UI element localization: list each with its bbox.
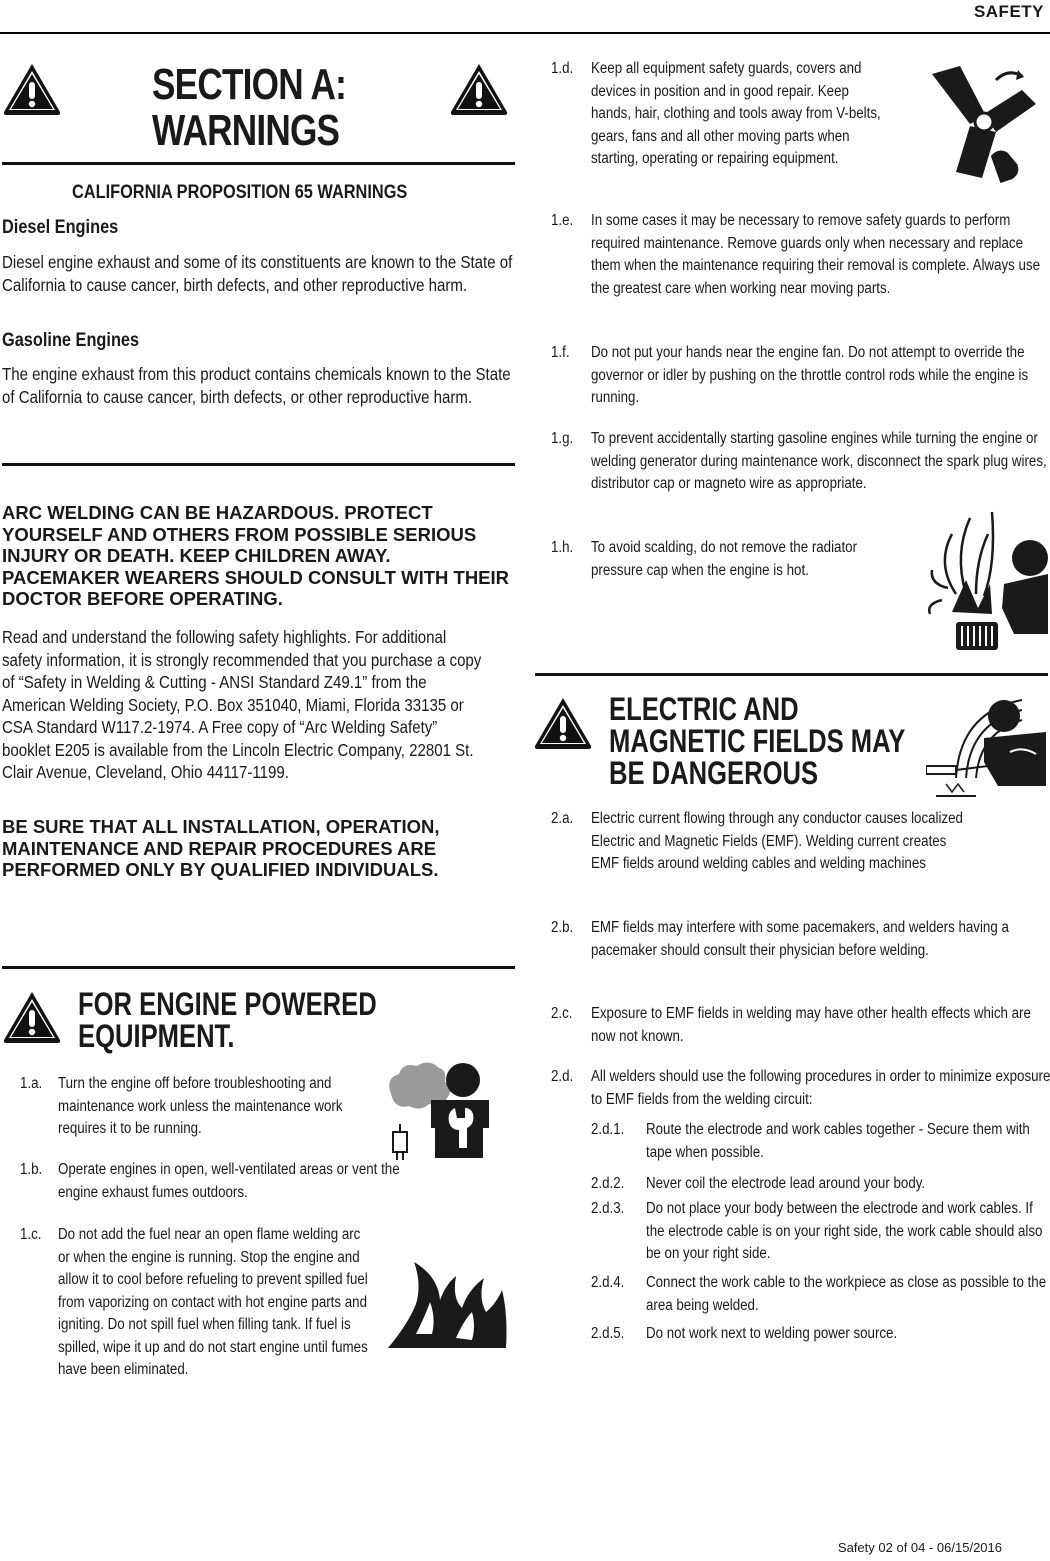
item-number: 1.f. [551, 344, 570, 361]
list-item [20, 1073, 380, 1143]
section-divider [2, 162, 515, 165]
list-item [551, 342, 1050, 412]
arc-qualified-text: BE SURE THAT ALL INSTALLATION, OPERATION, MAINTENANCE AND REPAIR PROCEDURES ARE PERFORMED ONLY BY QUALIFIED INDIVIDUALS. [2, 816, 440, 880]
page-header-label: SAFETY [973, 2, 1044, 21]
item-text: Do not add the fuel near an open flame welding arc or when the engine is running. Stop the engine and allow it to cool before refueling to prevent spilled fuel from vaporizing on contact with hot engine parts and igniting. Do not spill fuel when filling tank. If fuel is spilled, wipe it up and do not start engine until fumes have been eliminated. [58, 1226, 368, 1378]
section-divider [2, 966, 515, 969]
list-item [551, 1003, 1050, 1051]
list-item [20, 1159, 500, 1207]
item-text: EMF fields may interfere with some pacemakers, and welders having a pacemaker should consult their physician before welding. [591, 919, 1009, 959]
list-item [551, 1066, 1050, 1114]
item-number: 1.a. [20, 1075, 43, 1092]
item-text: Exposure to EMF fields in welding may have other health effects which are now not known. [591, 1005, 1031, 1045]
hot-radiator-icon [926, 504, 1050, 652]
item-number: 2.d. [551, 1068, 574, 1085]
item-number: 1.h. [551, 539, 574, 556]
item-text: Do not put your hands near the engine fan. Do not attempt to override the governor or idler by pushing on the throttle control rods while the engine is running. [591, 344, 1029, 406]
gasoline-heading: Gasoline Engines [2, 330, 140, 351]
page-footer: Safety 02 of 04 - 06/15/2016 [837, 1540, 1002, 1555]
sub-list-item [591, 1198, 1050, 1268]
item-text: Route the electrode and work cables together - Secure them with tape when possible. [646, 1121, 1030, 1161]
emf-title-line1: ELECTRIC AND [609, 691, 799, 727]
item-text: Operate engines in open, well-ventilated areas or vent the engine exhaust fumes outdoors. [58, 1161, 400, 1201]
item-text: To prevent accidentally starting gasoline engines while turning the engine or welding generator during maintenance work, disconnect the spark plug wires, distributor cap or magneto wire as appropriate. [591, 430, 1047, 492]
item-text: Never coil the electrode lead around your body. [646, 1175, 926, 1192]
item-number: 2.a. [551, 810, 574, 827]
item-text: Connect the work cable to the workpiece as close as possible to the area being welded. [646, 1274, 1047, 1314]
emf-welder-icon [926, 692, 1048, 802]
item-number: 2.d.5. [591, 1325, 625, 1342]
diesel-heading: Diesel Engines [2, 217, 119, 238]
emf-title-line3: BE DANGEROUS [609, 755, 819, 791]
item-text: Electric current flowing through any conductor causes localized Electric and Magnetic Fields (EMF). Welding current creates EMF fields around welding cables and welding machines [591, 810, 963, 872]
warning-triangle-icon [449, 62, 509, 116]
gasoline-text: The engine exhaust from this product contains chemicals known to the State of California to cause cancer, birth defects, or other reproductive harm. [2, 364, 511, 407]
item-text: Keep all equipment safety guards, covers and devices in position and in good repair. Keep hands, hair, clothing and tools away from V-belts, gears, fans and all other moving parts when starting, operating or repairing equipment. [591, 60, 881, 167]
emf-title-line2: MAGNETIC FIELDS MAY [609, 723, 906, 759]
item-number: 1.c. [20, 1226, 42, 1243]
item-number: 2.b. [551, 919, 574, 936]
item-number: 1.b. [20, 1161, 43, 1178]
flame-icon [386, 1254, 510, 1350]
left-column [0, 0, 516, 1561]
list-item [551, 210, 1050, 325]
sub-list-item [591, 1323, 1050, 1347]
sub-list-item [591, 1119, 1050, 1167]
section-title-line2: WARNINGS [152, 106, 340, 155]
item-number: 2.d.2. [591, 1175, 625, 1192]
item-text: Do not work next to welding power source. [646, 1325, 898, 1342]
item-text: Turn the engine off before troubleshooting and maintenance work unless the maintenance work requires it to be running. [58, 1075, 343, 1137]
list-item [551, 808, 1011, 900]
prop65-title: CALIFORNIA PROPOSITION 65 WARNINGS [72, 182, 408, 203]
moving-parts-icon [926, 60, 1042, 188]
warning-triangle-icon [533, 696, 593, 750]
engine-title-line2: EQUIPMENT. [78, 1018, 235, 1054]
list-item [551, 58, 931, 193]
section-title-line1: SECTION A: [152, 60, 347, 109]
item-text: In some cases it may be necessary to remove safety guards to perform required maintenance. Remove guards only when necessary and replace them when the maintenance requiring their removal is complete. Always use the greatest care when working near moving parts. [591, 212, 1041, 297]
warning-triangle-icon [2, 990, 62, 1044]
item-number: 2.d.3. [591, 1200, 625, 1217]
item-number: 1.d. [551, 60, 574, 77]
section-divider [2, 463, 515, 466]
list-item [551, 917, 1050, 987]
arc-hazard-text: ARC WELDING CAN BE HAZARDOUS. PROTECT YOURSELF AND OTHERS FROM POSSIBLE SERIOUS INJURY OR DEATH. KEEP CHILDREN AWAY. PACEMAKER WEARERS SHOULD CONSULT WITH THEIR DOCTOR BEFORE OPERATING. [2, 502, 510, 609]
item-text: Do not place your body between the electrode and work cables. If the electrode cable is on your right side, the work cable should also be on your right side. [646, 1200, 1043, 1262]
section-divider [535, 673, 1048, 676]
item-number: 2.d.4. [591, 1274, 625, 1291]
diesel-text: Diesel engine exhaust and some of its constituents are known to the State of California to cause cancer, birth defects, and other reproductive harm. [2, 252, 513, 295]
item-text: All welders should use the following procedures in order to minimize exposure to EMF fields from the welding circuit: [591, 1068, 1050, 1108]
sub-list-item [591, 1272, 1050, 1320]
sub-list-item [591, 1173, 1050, 1197]
right-column [533, 0, 1050, 1561]
item-number: 2.d.1. [591, 1121, 625, 1138]
item-number: 1.e. [551, 212, 574, 229]
item-number: 2.c. [551, 1005, 573, 1022]
engine-fumes-icon [385, 1058, 497, 1166]
list-item [551, 537, 931, 585]
arc-read-text: Read and understand the following safety highlights. For additional safety information, it is strongly recommended that you purchase a copy of “Safety in Welding & Cutting - ANSI Standard Z49.1” from the American Welding Society, P.O. Box 351040, Miami, Florida 33135 or CSA Standard W117.2-1974. A Free copy of “Arc Welding Safety” booklet E205 is available from the Lincoln Electric Company, 22801 St. Clair Avenue, Cleveland, Ohio 44117-1199. [2, 627, 482, 782]
item-text: To avoid scalding, do not remove the radiator pressure cap when the engine is hot. [591, 539, 858, 579]
item-number: 1.g. [551, 430, 574, 447]
engine-title-line1: FOR ENGINE POWERED [78, 986, 377, 1022]
warning-triangle-icon [2, 62, 62, 116]
